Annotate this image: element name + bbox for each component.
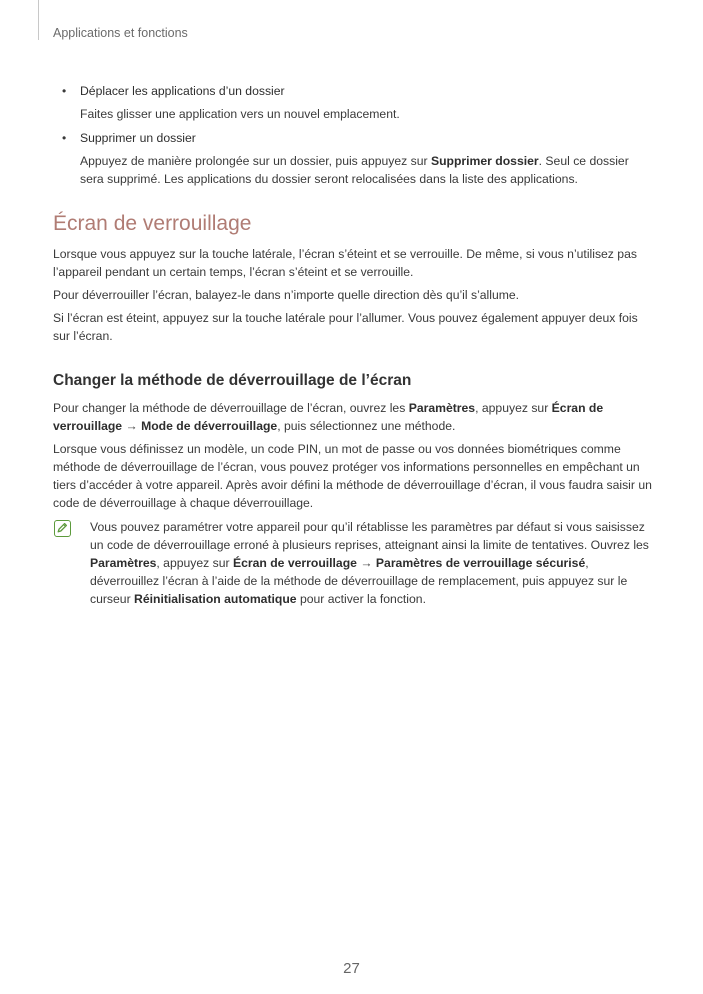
arrow-glyph: → (122, 419, 142, 433)
bold-term: Mode de déverrouillage (141, 419, 278, 433)
list-item (53, 82, 653, 123)
bullet-icon: • (62, 84, 67, 98)
text-run: , appuyez sur (475, 401, 552, 415)
text-run: , puis sélectionnez une méthode. (277, 419, 456, 433)
bullet-icon: • (62, 131, 67, 145)
bold-term: Paramètres (90, 556, 157, 570)
chapter-header: Applications et fonctions (53, 26, 188, 40)
bold-term: Réinitialisation automatique (134, 592, 297, 606)
note-pencil-icon (54, 520, 71, 537)
bullet-title: Déplacer les applications d’un dossier (80, 84, 285, 98)
page-number: 27 (343, 960, 360, 977)
text-run: , appuyez sur (156, 556, 233, 570)
text-run: Pour changer la méthode de déverrouillage de l’écran, ouvrez les (53, 401, 409, 415)
bullet-title: Supprimer un dossier (80, 131, 196, 145)
text-run: , déverrouillez l’écran à l’aide de la méthode de déverrouillage de remplacement, puis appuyez sur le curseur (90, 556, 628, 606)
paragraph: Lorsque vous définissez un modèle, un code PIN, un mot de passe ou vos données biométriques comme méthode de déverrouillage de l’écran, vous pouvez protéger vos informations personnelles en empêchant un tiers d’accéder à votre appareil. Après avoir défini la méthode de déverrouillage d’écran, il vous faudra saisir un code de déverrouillage à chaque déverrouillage. (53, 442, 652, 510)
text-run: pour activer la fonction. (296, 592, 426, 606)
header-rule (38, 0, 39, 40)
subsection-title: Changer la méthode de déverrouillage de l’écran (53, 372, 412, 389)
page-content (53, 82, 653, 608)
paragraph (53, 399, 653, 435)
text-run: . Seul ce dossier sera supprimé. Les applications du dossier seront relocalisées dans la liste des applications. (80, 154, 629, 186)
bold-term: Supprimer dossier (430, 154, 539, 168)
bullet-body (80, 152, 653, 188)
bullet-body: Faites glisser une application vers un nouvel emplacement. (80, 107, 400, 121)
bold-term: Écran de verrouillage (53, 401, 604, 433)
note-block (53, 518, 653, 608)
paragraph: Lorsque vous appuyez sur la touche latérale, l’écran s’éteint et se verrouille. De même, si vous n’utilisez pas l’appareil pendant un certain temps, l’écran s’éteint et se verrouille. (53, 247, 637, 279)
text-run: Appuyez de manière prolongée sur un dossier, puis appuyez sur (80, 154, 431, 168)
text-run: Vous pouvez paramétrer votre appareil pour qu’il rétablisse les paramètres par défaut si vous saisissez un code de déverrouillage erroné à plusieurs reprises, atteignant ainsi la limite de tentatives. Ouvrez les (90, 520, 649, 552)
arrow-glyph: → (356, 556, 376, 570)
bold-term: Paramètres de verrouillage sécurisé (375, 556, 586, 570)
bold-term: Paramètres (408, 401, 476, 415)
list-item (53, 129, 653, 188)
section-title: Écran de verrouillage (53, 212, 252, 235)
paragraph: Si l’écran est éteint, appuyez sur la touche latérale pour l’allumer. Vous pouvez également appuyer deux fois sur l’écran. (53, 311, 638, 343)
bold-term: Écran de verrouillage (232, 556, 357, 570)
paragraph: Pour déverrouiller l’écran, balayez-le dans n’importe quelle direction dès qu’il s’allume. (53, 288, 520, 302)
